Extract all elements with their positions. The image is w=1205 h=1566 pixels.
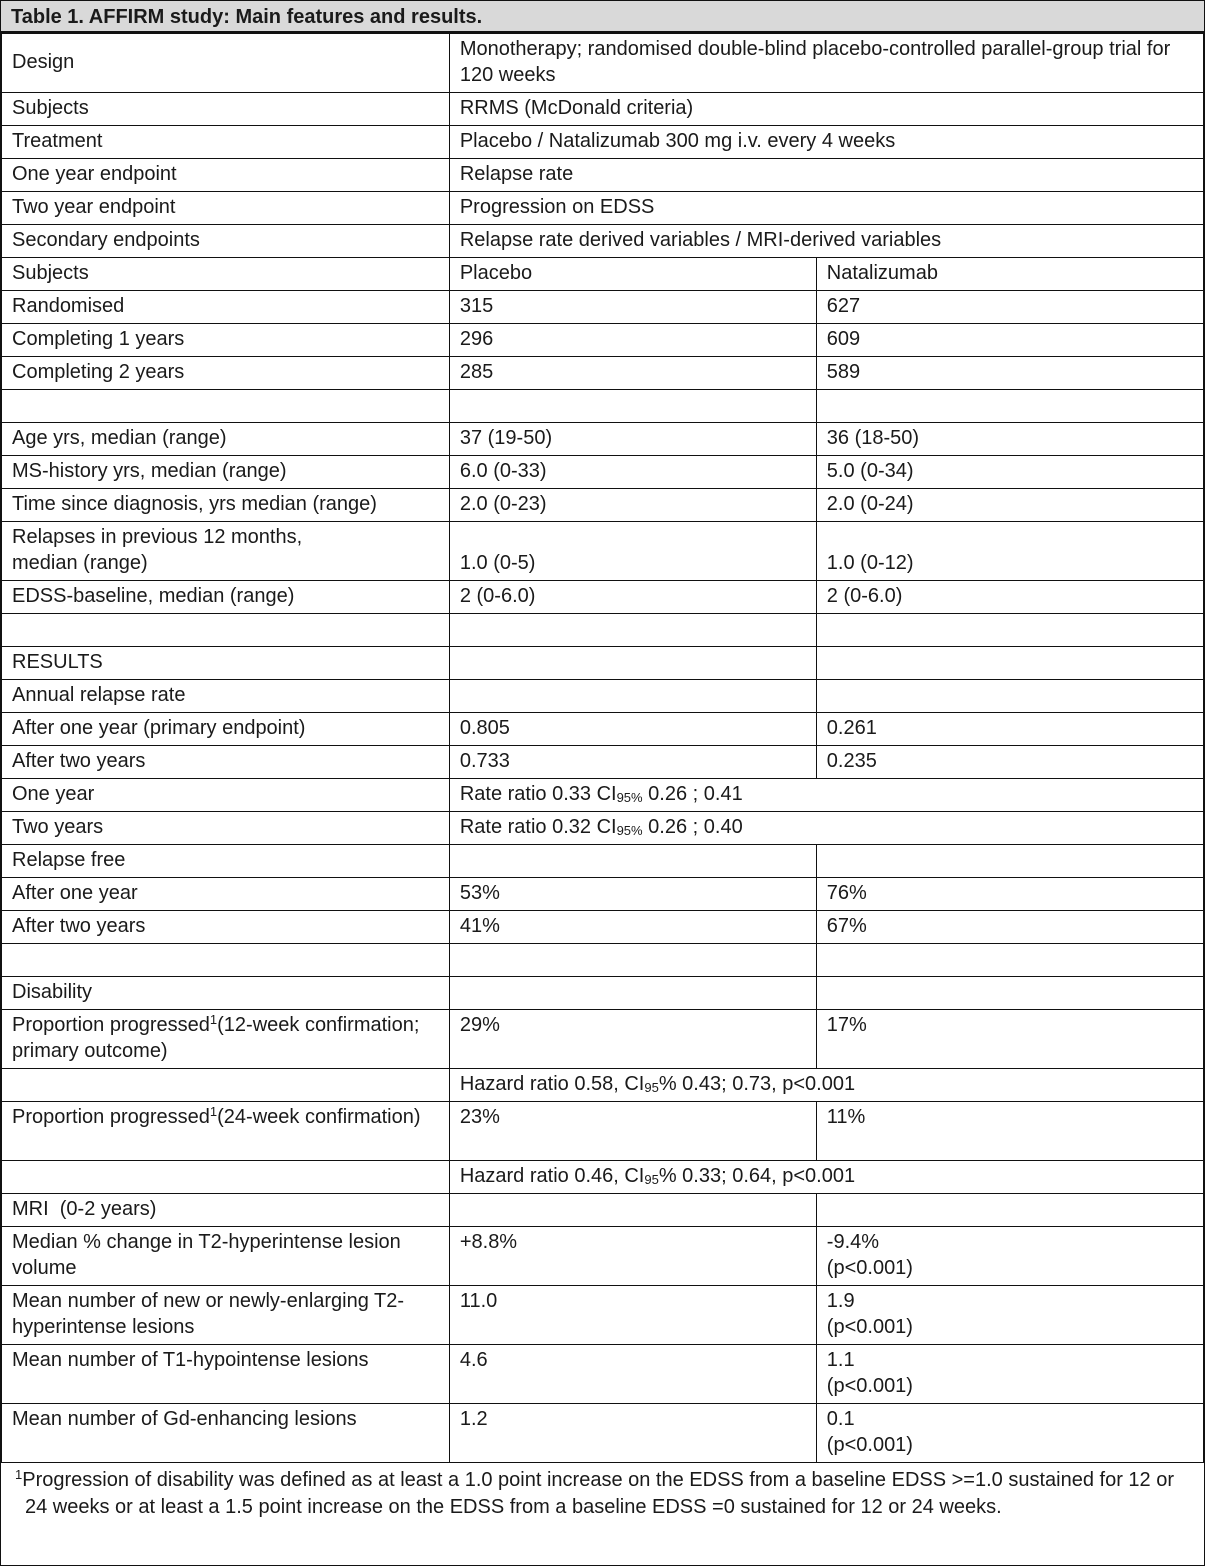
table-row: [2, 713, 1204, 746]
affirm-table: [1, 33, 1204, 1463]
row-label: Mean number of Gd-enhancing lesions: [2, 1404, 450, 1463]
hazard-ratio-12-week: [449, 1069, 1203, 1102]
table-row: [2, 456, 1204, 489]
footnote-marker: 1: [15, 1467, 23, 1482]
rate-ratio-text: Rate ratio 0.32 CI: [459, 816, 617, 838]
table-row: [2, 225, 1204, 258]
table-row: [2, 746, 1204, 779]
row-label: Median % change in T2-hyperintense lesion volume: [2, 1227, 450, 1286]
placebo-value: 285: [449, 357, 816, 390]
natalizumab-value: 2.0 (0-24): [816, 489, 1203, 522]
placebo-value: 29%: [449, 1010, 816, 1069]
placebo-value: 315: [449, 291, 816, 324]
annual-relapse-heading: Annual relapse rate: [2, 680, 450, 713]
placebo-value: 296: [449, 324, 816, 357]
table-title: Table 1. AFFIRM study: Main features and results.: [1, 1, 1204, 33]
p-value: (p<0.001): [826, 1316, 913, 1338]
row-label: Two year endpoint: [2, 192, 450, 225]
placebo-value: 2 (0-6.0): [449, 581, 816, 614]
row-label-line1: Relapses in previous 12 months,: [12, 526, 303, 548]
row-label: Randomised: [2, 291, 450, 324]
row-value: Monotherapy; randomised double-blind placebo-controlled parallel-group trial for 120 weeks: [449, 34, 1203, 93]
section-heading-row: [2, 977, 1204, 1010]
natalizumab-value: [816, 1345, 1203, 1404]
hazard-ratio-text: Hazard ratio 0.46, CI: [459, 1165, 645, 1187]
placebo-value: 0.805: [449, 713, 816, 746]
row-label: One year endpoint: [2, 159, 450, 192]
hazard-ratio-text: Hazard ratio 0.58, CI: [459, 1073, 645, 1095]
rate-ratio-two-years: [449, 812, 1203, 845]
row-label: Age yrs, median (range): [2, 423, 450, 456]
row-value: RRMS (McDonald criteria): [449, 93, 1203, 126]
natalizumab-value: [816, 1286, 1203, 1345]
section-heading-row: [2, 647, 1204, 680]
row-label: One year: [2, 779, 450, 812]
table-footnote: [1, 1463, 1204, 1521]
row-label-line2: median (range): [12, 552, 148, 574]
natalizumab-value: 11%: [816, 1102, 1203, 1161]
footnote-text: Progression of disability was defined as at least a 1.0 point increase on the EDSS from a baseline EDSS >=1.0 sustained for 12 or 24 weeks or at least a 1.5 point increase on the EDSS from a baseline EDSS =0 sustained for 12 or 24 weeks.: [22, 1469, 1175, 1518]
ci-values: 0.26 ; 0.40: [642, 816, 743, 838]
row-label: [2, 1010, 450, 1069]
section-heading-row: [2, 1194, 1204, 1227]
table-row: [2, 1286, 1204, 1345]
natalizumab-value: 5.0 (0-34): [816, 456, 1203, 489]
table-row: [2, 522, 1204, 581]
row-label: EDSS-baseline, median (range): [2, 581, 450, 614]
row-value: Placebo / Natalizumab 300 mg i.v. every 4 weeks: [449, 126, 1203, 159]
natalizumab-number: 1.1: [826, 1349, 855, 1371]
rate-ratio-one-year: [449, 779, 1203, 812]
row-label-text: (24-week confirmation): [217, 1106, 421, 1128]
natalizumab-value: 36 (18-50): [816, 423, 1203, 456]
relapse-free-heading: Relapse free: [2, 845, 450, 878]
row-value: Progression on EDSS: [449, 192, 1203, 225]
column-header-row: [2, 258, 1204, 291]
footnote-marker: 1: [209, 1012, 218, 1027]
natalizumab-value: 609: [816, 324, 1203, 357]
natalizumab-value: 589: [816, 357, 1203, 390]
row-value: Relapse rate: [449, 159, 1203, 192]
table-row: [2, 291, 1204, 324]
natalizumab-value: 1.0 (0-12): [816, 522, 1203, 581]
rate-ratio-text: Rate ratio 0.33 CI: [459, 783, 617, 805]
placebo-value: 4.6: [449, 1345, 816, 1404]
placebo-value: 41%: [449, 911, 816, 944]
row-label-text: (12-week confirmation; primary outcome): [12, 1014, 420, 1062]
p-value: (p<0.001): [826, 1257, 913, 1279]
p-value: (p<0.001): [826, 1375, 913, 1397]
ci-subscript: 95: [644, 1080, 659, 1095]
row-label: Mean number of T1-hypointense lesions: [2, 1345, 450, 1404]
row-label: [2, 1102, 450, 1161]
row-label: Secondary endpoints: [2, 225, 450, 258]
table-row: [2, 779, 1204, 812]
row-label: [2, 522, 450, 581]
disability-heading: Disability: [2, 977, 450, 1010]
empty-row: [2, 390, 1204, 423]
table-row: [2, 34, 1204, 93]
natalizumab-value: [816, 1227, 1203, 1286]
table-row: [2, 911, 1204, 944]
empty-row: [2, 944, 1204, 977]
placebo-value: 0.733: [449, 746, 816, 779]
hazard-ratio-24-week: [449, 1161, 1203, 1194]
natalizumab-value: 17%: [816, 1010, 1203, 1069]
table-row: [2, 1161, 1204, 1194]
table-row: [2, 423, 1204, 456]
table-row: [2, 93, 1204, 126]
row-label: Design: [2, 34, 450, 93]
placebo-value: +8.8%: [449, 1227, 816, 1286]
column-header-natalizumab: Natalizumab: [816, 258, 1203, 291]
natalizumab-value: 627: [816, 291, 1203, 324]
table-row: [2, 1102, 1204, 1161]
ci-values: % 0.43; 0.73, p<0.001: [658, 1073, 856, 1095]
row-label: Completing 1 years: [2, 324, 450, 357]
table-row: [2, 159, 1204, 192]
row-label-text: Proportion progressed: [12, 1014, 210, 1036]
placebo-value: 1.2: [449, 1404, 816, 1463]
ci-values: % 0.33; 0.64, p<0.001: [658, 1165, 856, 1187]
row-label: Subjects: [2, 93, 450, 126]
row-value: Relapse rate derived variables / MRI-derived variables: [449, 225, 1203, 258]
placebo-value: 53%: [449, 878, 816, 911]
table-row: [2, 489, 1204, 522]
row-label: Time since diagnosis, yrs median (range): [2, 489, 450, 522]
natalizumab-value: 0.261: [816, 713, 1203, 746]
ci-values: 0.26 ; 0.41: [642, 783, 743, 805]
table-row: [2, 1069, 1204, 1102]
p-value: (p<0.001): [826, 1434, 913, 1456]
table-row: [2, 1227, 1204, 1286]
section-heading-row: [2, 680, 1204, 713]
placebo-value: 2.0 (0-23): [449, 489, 816, 522]
ci-subscript: 95: [644, 1172, 659, 1187]
mri-heading: MRI (0-2 years): [2, 1194, 450, 1227]
column-header-subjects: Subjects: [2, 258, 450, 291]
row-label: After two years: [2, 911, 450, 944]
row-label: MS-history yrs, median (range): [2, 456, 450, 489]
section-heading-row: [2, 845, 1204, 878]
placebo-value: 6.0 (0-33): [449, 456, 816, 489]
table-row: [2, 1404, 1204, 1463]
row-label: After one year: [2, 878, 450, 911]
column-header-placebo: Placebo: [449, 258, 816, 291]
row-label: Mean number of new or newly-enlarging T2-hyperintense lesions: [2, 1286, 450, 1345]
empty-row: [2, 614, 1204, 647]
row-label: After one year (primary endpoint): [2, 713, 450, 746]
table-row: [2, 357, 1204, 390]
table-row: [2, 192, 1204, 225]
placebo-value: 1.0 (0-5): [449, 522, 816, 581]
natalizumab-value: 2 (0-6.0): [816, 581, 1203, 614]
results-heading: RESULTS: [2, 647, 450, 680]
natalizumab-value: 76%: [816, 878, 1203, 911]
row-label: Treatment: [2, 126, 450, 159]
row-label-text: Proportion progressed: [12, 1106, 210, 1128]
row-label: After two years: [2, 746, 450, 779]
ci-subscript: 95%: [616, 823, 643, 838]
table-row: [2, 126, 1204, 159]
table-row: [2, 581, 1204, 614]
placebo-value: 11.0: [449, 1286, 816, 1345]
natalizumab-number: 0.1: [826, 1408, 855, 1430]
natalizumab-number: 1.9: [826, 1290, 855, 1312]
table-row: [2, 1345, 1204, 1404]
table-row: [2, 324, 1204, 357]
ci-subscript: 95%: [616, 790, 643, 805]
row-label: Completing 2 years: [2, 357, 450, 390]
table-row: [2, 812, 1204, 845]
table-row: [2, 1010, 1204, 1069]
placebo-value: 23%: [449, 1102, 816, 1161]
placebo-value: 37 (19-50): [449, 423, 816, 456]
table-row: [2, 878, 1204, 911]
row-label: Two years: [2, 812, 450, 845]
natalizumab-value: 67%: [816, 911, 1203, 944]
natalizumab-value: 0.235: [816, 746, 1203, 779]
natalizumab-number: -9.4%: [826, 1231, 880, 1253]
footnote-marker: 1: [209, 1104, 218, 1119]
natalizumab-value: [816, 1404, 1203, 1463]
